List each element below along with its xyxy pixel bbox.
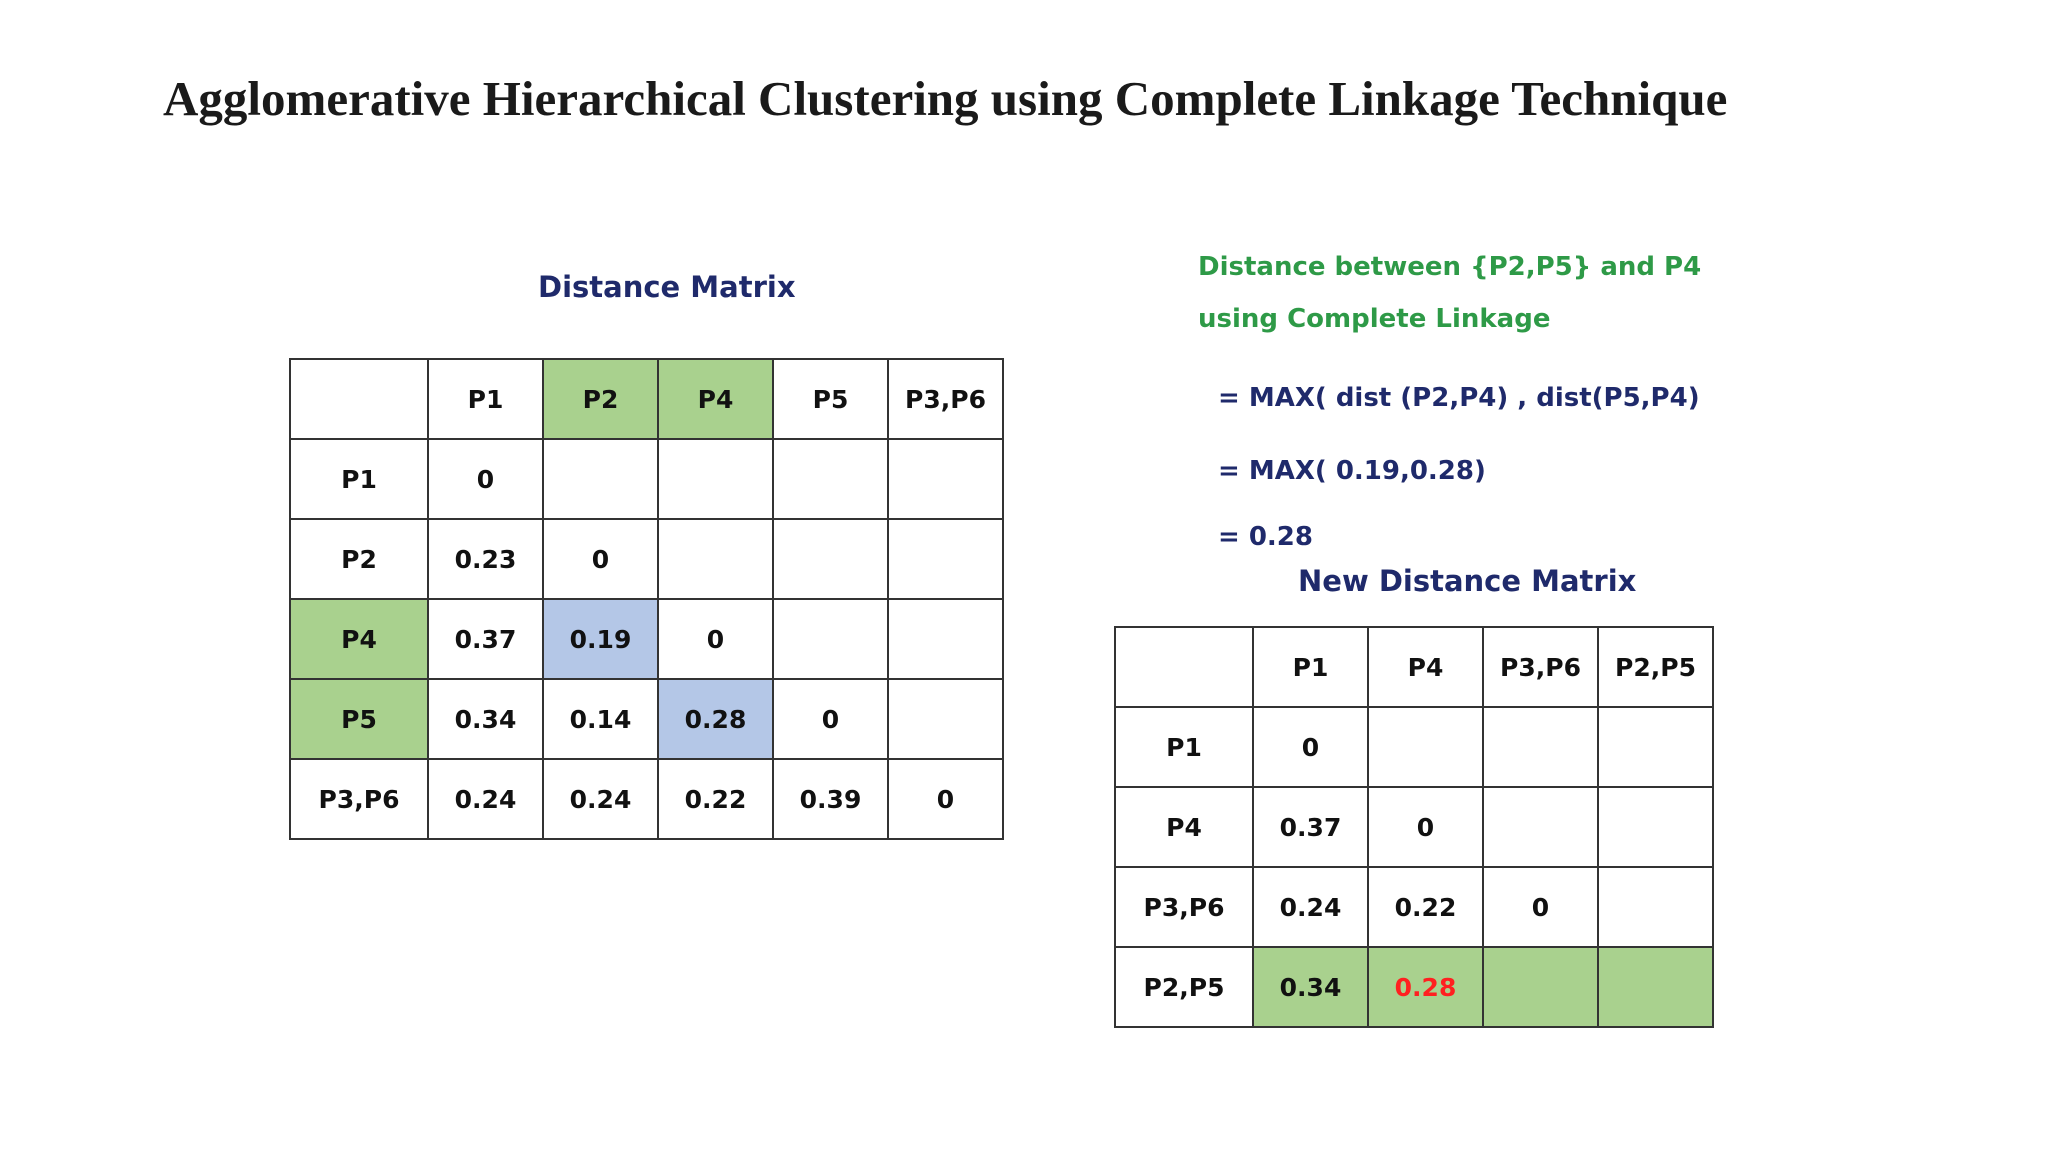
distance-matrix-cell-p1-p4 xyxy=(658,439,773,519)
new-distance-matrix-row-p4 xyxy=(1115,787,1713,867)
distance-matrix-cell-p2-p5 xyxy=(773,519,888,599)
new-distance-matrix-column-header-p4: P4 xyxy=(1368,627,1483,707)
new-distance-matrix-cell-p4-p2-p5 xyxy=(1598,787,1713,867)
formula-step-1: = MAX( dist (P2,P4) , dist(P5,P4) xyxy=(1218,383,1700,413)
new-distance-matrix-cell-p2-p5-p1: 0.34 xyxy=(1253,947,1368,1027)
new-distance-matrix-cell-p4-p4: 0 xyxy=(1368,787,1483,867)
distance-matrix-cell-p2-p4 xyxy=(658,519,773,599)
new-distance-matrix-row-header-p1: P1 xyxy=(1115,707,1253,787)
new-distance-matrix-heading: New Distance Matrix xyxy=(1298,564,1637,598)
formula-step-3: = 0.28 xyxy=(1218,522,1313,552)
new-distance-matrix-cell-p3-p6-p1: 0.24 xyxy=(1253,867,1368,947)
distance-matrix-cell-p4-p3-p6 xyxy=(888,599,1003,679)
distance-matrix-cell-p3-p6-p2: 0.24 xyxy=(543,759,658,839)
distance-matrix-cell-p4-p1: 0.37 xyxy=(428,599,543,679)
distance-matrix-row-header-p2: P2 xyxy=(290,519,428,599)
distance-matrix-cell-p2-p3-p6 xyxy=(888,519,1003,599)
new-distance-matrix-cell-p2-p5-p4: 0.28 xyxy=(1368,947,1483,1027)
new-distance-matrix-cell-p1-p2-p5 xyxy=(1598,707,1713,787)
new-distance-matrix-cell-p3-p6-p3-p6: 0 xyxy=(1483,867,1598,947)
distance-matrix-cell-p5-p4: 0.28 xyxy=(658,679,773,759)
new-distance-matrix-cell-p3-p6-p2-p5 xyxy=(1598,867,1713,947)
distance-matrix-cell-p5-p3-p6 xyxy=(888,679,1003,759)
distance-matrix-cell-p4-p4: 0 xyxy=(658,599,773,679)
distance-matrix-cell-p3-p6-p3-p6: 0 xyxy=(888,759,1003,839)
new-distance-matrix-cell-p2-p5-p3-p6 xyxy=(1483,947,1598,1027)
distance-matrix-column-header-p1: P1 xyxy=(428,359,543,439)
distance-matrix-corner-cell xyxy=(290,359,428,439)
new-distance-matrix-column-header-p3-p6: P3,P6 xyxy=(1483,627,1598,707)
distance-matrix-cell-p5-p1: 0.34 xyxy=(428,679,543,759)
distance-matrix-cell-p1-p5 xyxy=(773,439,888,519)
new-distance-matrix-cell-p4-p1: 0.37 xyxy=(1253,787,1368,867)
explanation-line-1: Distance between {P2,P5} and P4 xyxy=(1198,252,1702,282)
distance-matrix-cell-p3-p6-p4: 0.22 xyxy=(658,759,773,839)
new-distance-matrix-header-row xyxy=(1115,627,1713,707)
new-distance-matrix-row-header-p3-p6: P3,P6 xyxy=(1115,867,1253,947)
new-distance-matrix-row-p3-p6 xyxy=(1115,867,1713,947)
new-distance-matrix-column-header-p2-p5: P2,P5 xyxy=(1598,627,1713,707)
new-distance-matrix-cell-p2-p5-p2-p5 xyxy=(1598,947,1713,1027)
distance-matrix-cell-p5-p5: 0 xyxy=(773,679,888,759)
distance-matrix-cell-p1-p1: 0 xyxy=(428,439,543,519)
new-distance-matrix-column-header-p1: P1 xyxy=(1253,627,1368,707)
distance-matrix-row-p1 xyxy=(290,439,1003,519)
distance-matrix-cell-p4-p2: 0.19 xyxy=(543,599,658,679)
distance-matrix-column-header-p3-p6: P3,P6 xyxy=(888,359,1003,439)
distance-matrix-column-header-p5: P5 xyxy=(773,359,888,439)
new-distance-matrix-cell-p1-p4 xyxy=(1368,707,1483,787)
distance-matrix-row-p3-p6 xyxy=(290,759,1003,839)
distance-matrix-heading: Distance Matrix xyxy=(538,270,796,304)
new-distance-matrix-row-header-p4: P4 xyxy=(1115,787,1253,867)
distance-matrix-cell-p3-p6-p5: 0.39 xyxy=(773,759,888,839)
distance-matrix-cell-p1-p2 xyxy=(543,439,658,519)
distance-matrix-cell-p2-p1: 0.23 xyxy=(428,519,543,599)
distance-matrix-row-header-p4: P4 xyxy=(290,599,428,679)
distance-matrix-column-header-p2: P2 xyxy=(543,359,658,439)
distance-matrix-cell-p5-p2: 0.14 xyxy=(543,679,658,759)
new-distance-matrix-cell-p4-p3-p6 xyxy=(1483,787,1598,867)
distance-matrix-cell-p2-p2: 0 xyxy=(543,519,658,599)
new-distance-matrix-row-p2-p5 xyxy=(1115,947,1713,1027)
distance-matrix-cell-p3-p6-p1: 0.24 xyxy=(428,759,543,839)
distance-matrix-header-row xyxy=(290,359,1003,439)
distance-matrix-row-p2 xyxy=(290,519,1003,599)
distance-matrix-row-header-p1: P1 xyxy=(290,439,428,519)
slide-title: Agglomerative Hierarchical Clustering using Complete Linkage Technique xyxy=(163,71,1728,126)
new-distance-matrix-cell-p1-p3-p6 xyxy=(1483,707,1598,787)
new-distance-matrix-row-header-p2-p5: P2,P5 xyxy=(1115,947,1253,1027)
new-distance-matrix-cell-p1-p1: 0 xyxy=(1253,707,1368,787)
new-distance-matrix-table xyxy=(1114,626,1714,1028)
distance-matrix-row-header-p5: P5 xyxy=(290,679,428,759)
distance-matrix-column-header-p4: P4 xyxy=(658,359,773,439)
distance-matrix-table xyxy=(289,358,1004,840)
new-distance-matrix-row-p1 xyxy=(1115,707,1713,787)
distance-matrix-cell-p4-p5 xyxy=(773,599,888,679)
new-distance-matrix-corner-cell xyxy=(1115,627,1253,707)
distance-matrix-row-p4 xyxy=(290,599,1003,679)
distance-matrix-row-header-p3-p6: P3,P6 xyxy=(290,759,428,839)
new-distance-matrix-cell-p3-p6-p4: 0.22 xyxy=(1368,867,1483,947)
formula-step-2: = MAX( 0.19,0.28) xyxy=(1218,456,1486,486)
distance-matrix-cell-p1-p3-p6 xyxy=(888,439,1003,519)
distance-matrix-row-p5 xyxy=(290,679,1003,759)
explanation-line-2: using Complete Linkage xyxy=(1198,304,1551,334)
